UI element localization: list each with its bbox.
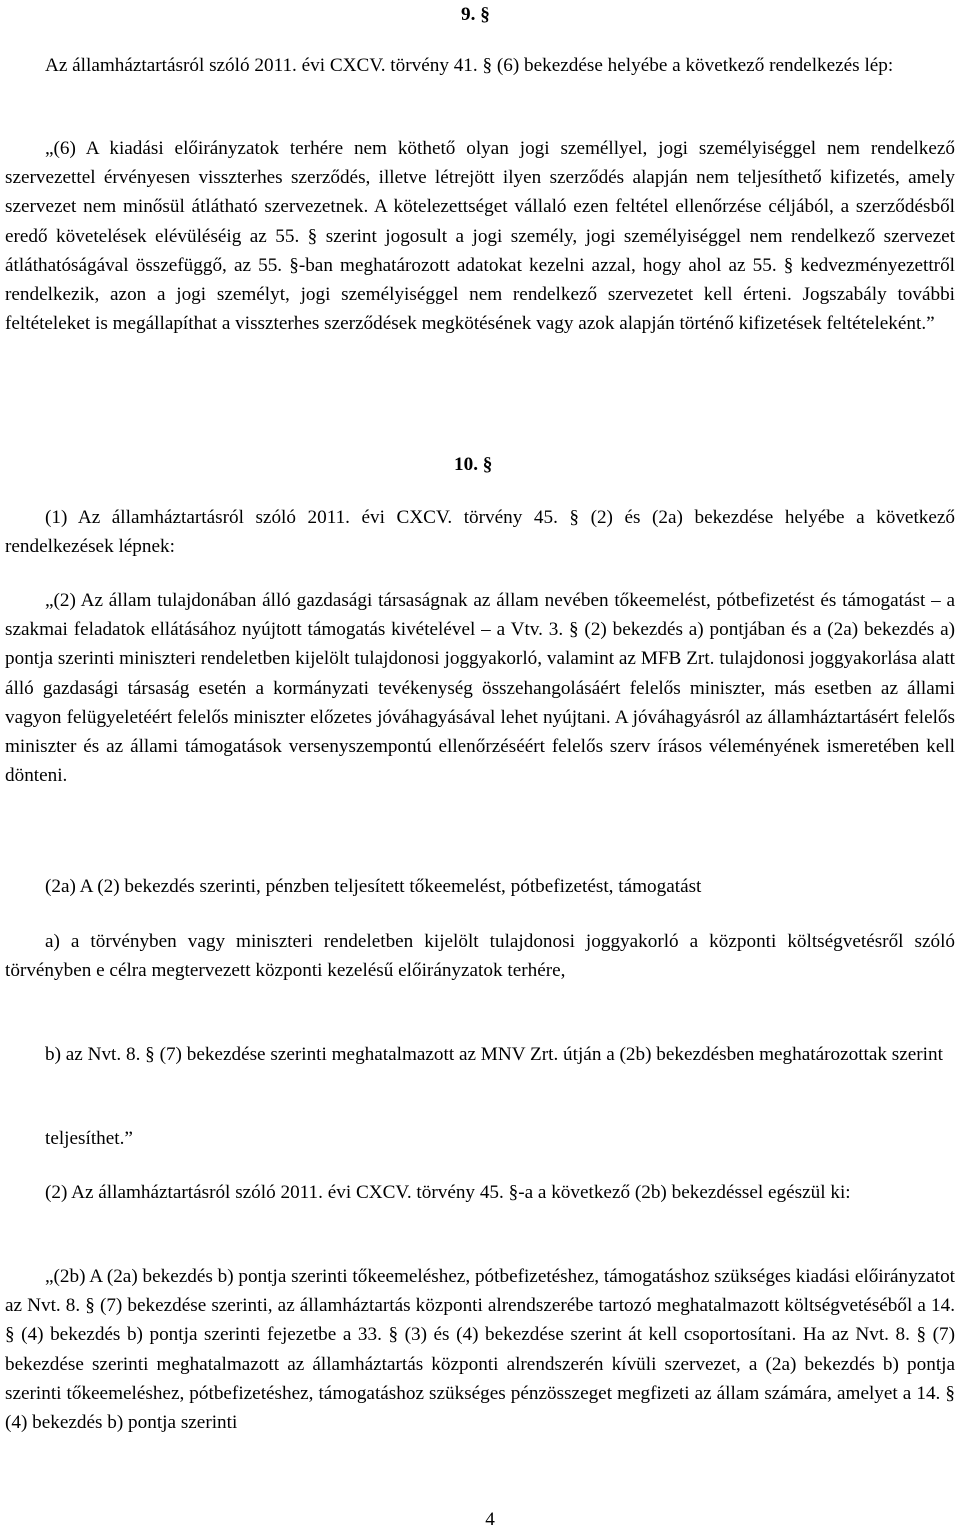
paragraph-quoted-2: „(2) Az állam tulajdonában álló gazdasági társaságnak az állam nevében tőkeemelést, pótbefizetést és támogatást – a szakmai feladatok ellátásához nyújtott támogatás kivételével – a Vtv. 3. § (2) bekezdés a) pontjában és a (2a) bekezdés a) pontja szerinti miniszteri rendeletben kijelölt tulajdonosi joggyakorló, valamint az MFB Zrt. tulajdonosi joggyakorlása alatt álló gazdasági társaság esetén a kormányzati tevékenység összehangolásáért felelős miniszter, más esetben az állami vagyon felügyeletéért felelős miniszter előzetes jóváhagyásával lehet nyújtani. A jóváhagyásról az államháztartásért felelős miniszter és az állami támogatások versenyszempontú ellenőrzéséért felelős szerv írásos véleményének ismeretében kell dönteni. — [5, 590, 955, 787]
paragraph-intro-2b: (2) Az államháztartásról szóló 2011. évi CXCV. törvény 45. §-a a következő (2b) bekezdéssel egészül ki: — [45, 1182, 851, 1203]
paragraph-2a-a: a) a törvényben vagy miniszteri rendeletben kijelölt tulajdonosi joggyakorló a központi költségvetésről szóló törvényben e célra megtervezett központi kezelésű előirányzatok terhére, — [5, 931, 955, 982]
paragraph-intro-41: Az államháztartásról szóló 2011. évi CXCV. törvény 41. § (6) bekezdése helyébe a következő rendelkezés lép: — [45, 55, 894, 76]
paragraph-quoted-2b: „(2b) A (2a) bekezdés b) pontja szerinti tőkeemeléshez, pótbefizetéshez, támogatáshoz szükséges kiadási előirányzatot az Nvt. 8. § (7) bekezdése szerinti, az államháztartás központi alrendszerébe tartozó meghatalmazott költségvetéséből a 14. § (4) bekezdés b) pontja szerinti fejezetbe a 33. § (3) és (4) bekezdése szerint át kell csoportosítani. Ha az Nvt. 8. § (7) bekezdése szerinti meghatalmazott az államháztartás központi alrendszerén kívüli szervezet, a (2a) bekezdés b) pontja szerinti tőkeemeléshez, pótbefizetéshez, támogatáshoz szükséges pénzösszeget megfizeti az állam számára, amelyet a 14. § (4) bekezdés b) pontja szerinti — [5, 1266, 955, 1434]
paragraph-quoted-6: „(6) A kiadási előirányzatok terhére nem köthető olyan jogi személlyel, jogi személyiséggel nem rendelkező szervezettel érvényesen visszterhes szerződés, illetve létrejött ilyen szerződés alapján nem teljesíthető kifizetés, amely szervezet nem minősül átlátható szervezetnek. A kötelezettséget vállaló ezen feltétel ellenőrzése céljából, a szerződésből eredő követelések elévüléséig az 55. § szerint jogosult a jogi személy, jogi személyiséggel nem rendelkező szervezet átláthatóságával összefüggő, az 55. §-ban meghatározott adatokat kezelni azzal, hogy ahol az 55. § kedvezményezettről rendelkezik, azon a jogi személyt, jogi személyiséggel nem rendelkező szervezetet kell érteni. Jogszabály további feltételeket is megállapíthat a visszterhes szerződések megkötésének vagy azok alapján történő kifizetések feltételeként.” — [5, 138, 955, 335]
section-9-heading: 9. § — [461, 4, 490, 25]
paragraph-closing: teljesíthet.” — [45, 1128, 133, 1149]
page-number: 4 — [485, 1509, 495, 1530]
paragraph-intro-45: (1) Az államháztartásról szóló 2011. évi CXCV. törvény 45. § (2) és (2a) bekezdése helyébe a következő rendelkezések lépnek: — [5, 507, 955, 558]
paragraph-2a-b: b) az Nvt. 8. § (7) bekezdése szerinti meghatalmazott az MNV Zrt. útján a (2b) bekezdésben meghatározottak szerint — [45, 1044, 943, 1065]
section-10-heading: 10. § — [454, 454, 493, 475]
paragraph-2a: (2a) A (2) bekezdés szerinti, pénzben teljesített tőkeemelést, pótbefizetést, támogatást — [45, 876, 702, 897]
